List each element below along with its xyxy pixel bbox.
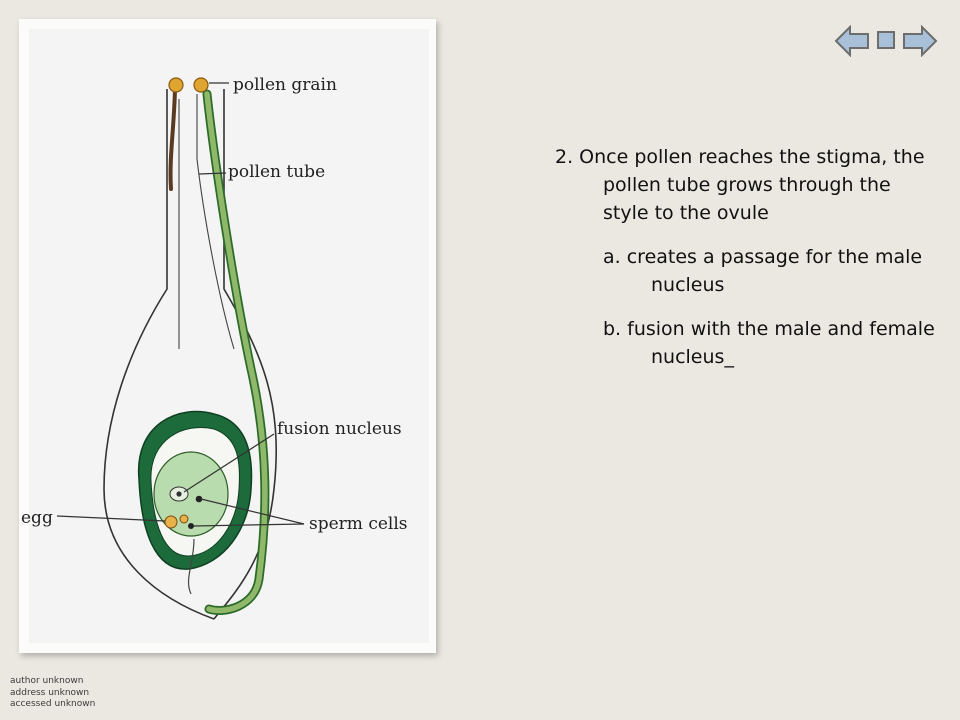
slide-text: [555, 143, 935, 387]
home-square-icon[interactable]: [876, 30, 896, 50]
slide-navigation: [832, 22, 940, 60]
label-egg: egg: [21, 508, 53, 528]
credit-address: address unknown: [10, 687, 90, 698]
sub-point-b: b. fusion with the male and female nucleus_: [603, 318, 935, 368]
label-pollen-grain: pollen grain: [233, 75, 337, 95]
egg-cell: [165, 516, 177, 528]
sperm-cell-2: [188, 523, 194, 529]
main-point: 2. Once pollen reaches the stigma, the pollen tube grows through the style to the ovule: [555, 146, 925, 224]
fusion-nucleus-mark: [176, 491, 181, 496]
pistil-diagram: [19, 19, 436, 653]
label-sperm-cells: sperm cells: [309, 514, 408, 534]
back-arrow-icon[interactable]: [834, 25, 870, 57]
forward-arrow-icon[interactable]: [902, 25, 938, 57]
pollen-grain-1: [169, 78, 183, 92]
pistil-illustration: [19, 19, 436, 653]
label-fusion-nucleus: fusion nucleus: [277, 419, 402, 439]
sub-point-a: a. creates a passage for the male nucleus: [603, 246, 923, 296]
label-pollen-tube: pollen tube: [228, 162, 326, 182]
pollen-grain-2: [194, 78, 208, 92]
image-credits: [10, 676, 95, 711]
credit-author: author unknown: [10, 676, 84, 686]
credit-accessed: accessed unknown: [10, 699, 96, 709]
